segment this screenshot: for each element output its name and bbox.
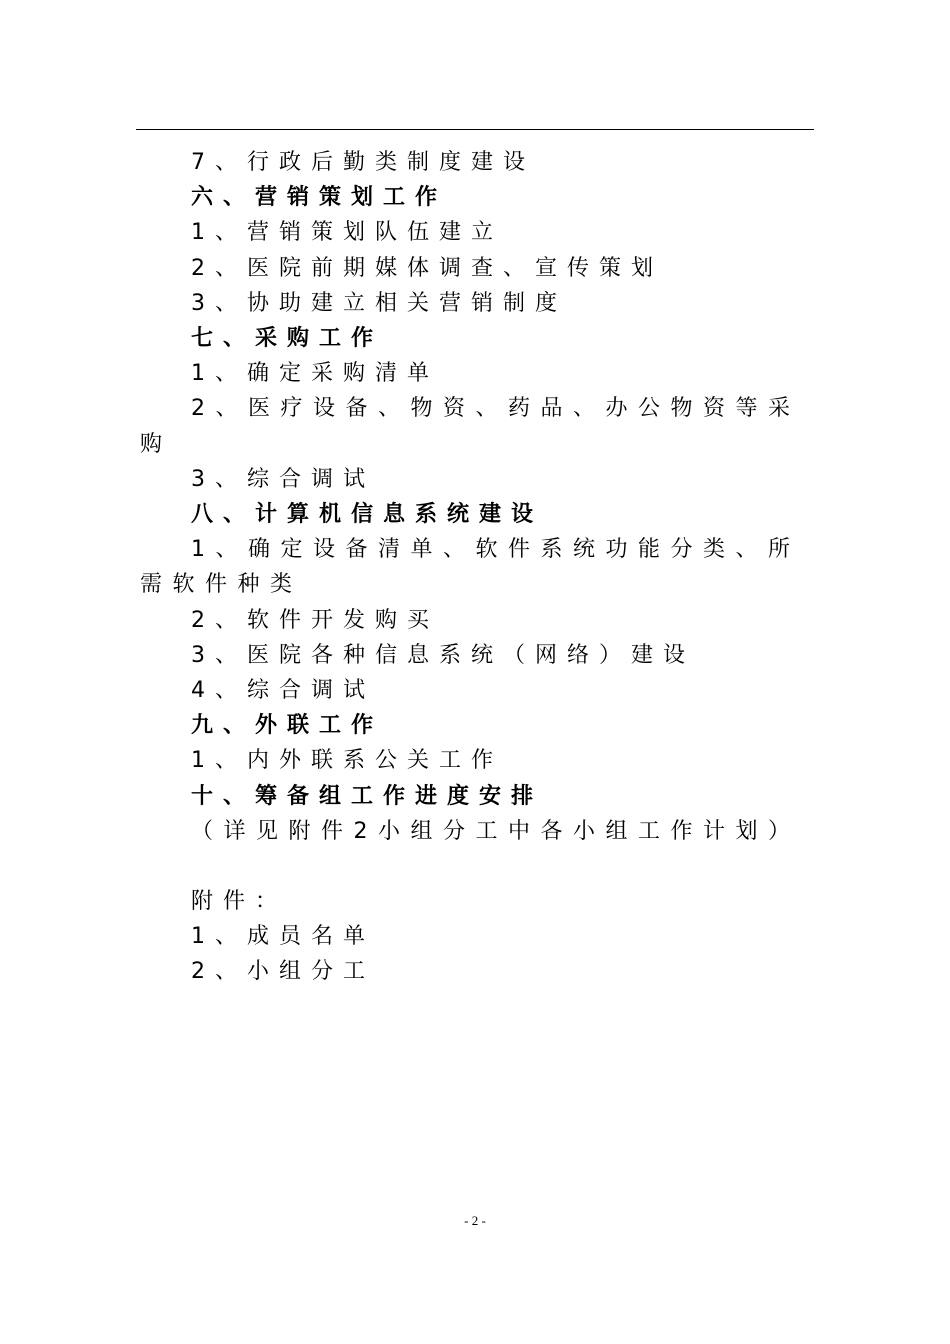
section-heading: 十、筹备组工作进度安排 [191, 783, 544, 809]
schedule-note: （详见附件2小组分工中各小组工作计划） [191, 818, 801, 844]
list-item: 2、医院前期媒体调查、宣传策划 [191, 255, 663, 281]
list-item: 2、医疗设备、物资、药品、办公物资等采购 [140, 396, 801, 457]
section-heading: 九、外联工作 [191, 713, 384, 739]
list-item: 7、行政后勤类制度建设 [191, 150, 535, 175]
attachment-item: 1、成员名单 [191, 924, 375, 950]
list-item: 3、综合调试 [191, 466, 375, 492]
list-item: 3、协助建立相关营销制度 [191, 290, 567, 316]
list-item: 2、软件开发购买 [191, 607, 439, 633]
header-rule [136, 129, 814, 130]
list-item: 1、确定设备清单、软件系统功能分类、所需软件种类 [140, 537, 801, 598]
list-item: 1、确定采购清单 [191, 361, 439, 387]
list-item: 4、综合调试 [191, 678, 375, 704]
attachment-item: 2、小组分工 [191, 959, 375, 985]
list-item: 1、内外联系公关工作 [191, 748, 503, 774]
document-body [140, 145, 814, 990]
list-item: 1、营销策划队伍建立 [191, 220, 503, 246]
list-item: 3、医院各种信息系统（网络）建设 [191, 642, 695, 668]
section-heading: 七、采购工作 [191, 326, 384, 352]
attachment-title: 附件： [191, 889, 288, 915]
section-heading: 八、计算机信息系统建设 [191, 502, 544, 528]
blank-line [140, 849, 814, 884]
page-number: - 2 - [464, 1213, 486, 1228]
section-heading: 六、营销策划工作 [191, 185, 448, 211]
